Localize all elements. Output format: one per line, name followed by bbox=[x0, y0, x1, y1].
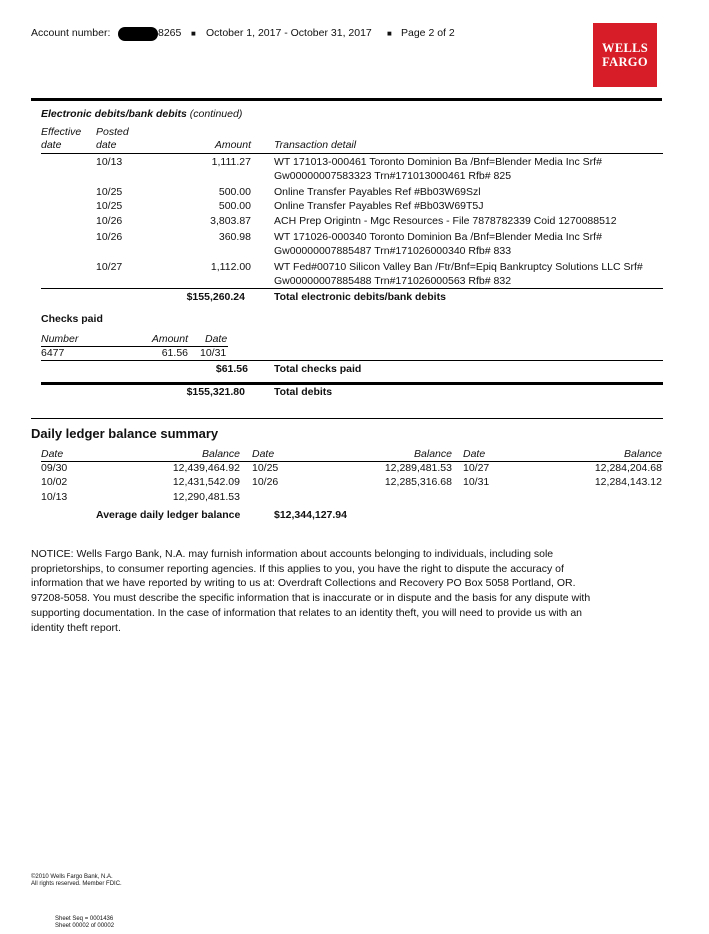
debit-row-amount: 500.00 bbox=[218, 200, 251, 212]
total-debits-rule bbox=[41, 382, 663, 385]
col-check-amount: Amount bbox=[151, 333, 188, 345]
checks-total-rule bbox=[41, 360, 663, 361]
ledger-title: Daily ledger balance summary bbox=[31, 426, 219, 441]
check-number: 6477 bbox=[41, 347, 65, 359]
avg-ledger-label: Average daily ledger balance bbox=[96, 509, 241, 521]
ledger-date: 10/27 bbox=[463, 462, 490, 474]
ledger-date: 10/02 bbox=[41, 476, 68, 488]
ledger-date: 10/26 bbox=[252, 476, 279, 488]
debit-row-date: 10/25 bbox=[96, 200, 123, 212]
debit-row-detail: WT 171026-000340 Toronto Dominion Ba /Bnf=Blender Media Inc Srf# bbox=[274, 231, 602, 243]
debit-row-detail: Online Transfer Payables Ref #Bb03W69Szl bbox=[274, 186, 481, 198]
check-date: 10/31 bbox=[200, 347, 227, 359]
avg-ledger-value: $12,344,127.94 bbox=[274, 509, 347, 521]
col-check-number: Number bbox=[41, 333, 79, 345]
ledger-col-date: Date bbox=[41, 448, 64, 460]
check-amount: 61.56 bbox=[161, 347, 188, 359]
debit-row-amount: 360.98 bbox=[218, 231, 251, 243]
ledger-col-balance: Balance bbox=[624, 448, 662, 460]
debit-row-detail-cont: Gw00000007583323 Trn#171013000461 Rfb# 825 bbox=[274, 170, 512, 182]
total-checks-label: Total checks paid bbox=[274, 363, 362, 375]
logo-line-1: WELLS bbox=[602, 41, 648, 55]
logo-line-2: FARGO bbox=[602, 55, 648, 69]
debits-section-title: Electronic debits/bank debits (continued) bbox=[41, 108, 243, 120]
debit-row-detail: ACH Prep Origintn - Mgc Resources - File 7878782339 Coid 1270088512 bbox=[274, 215, 617, 227]
col-transaction-detail: Transaction detail bbox=[274, 139, 357, 151]
debit-row-date: 10/13 bbox=[96, 156, 123, 168]
debit-row-detail: WT 171013-000461 Toronto Dominion Ba /Bnf=Blender Media Inc Srf# bbox=[274, 156, 602, 168]
col-amount: Amount bbox=[214, 139, 251, 151]
ledger-balance: 12,289,481.53 bbox=[384, 462, 452, 474]
debit-row-amount: 1,111.27 bbox=[211, 156, 251, 168]
debit-row-detail-cont: Gw00000007885487 Trn#171026000340 Rfb# 833 bbox=[274, 245, 512, 257]
ledger-balance: 12,284,204.68 bbox=[594, 462, 662, 474]
col-effective-date: Effective date bbox=[41, 126, 82, 151]
col-check-date: Date bbox=[205, 333, 228, 345]
bullet-separator: ■ bbox=[191, 29, 196, 38]
notice-line: proprietorships, to consumer reporting agencies. If this applies to you, you have the right to dispute the accuracy of bbox=[31, 562, 564, 575]
bullet-separator: ■ bbox=[387, 29, 392, 38]
statement-period: October 1, 2017 - October 31, 2017 bbox=[206, 27, 372, 39]
ledger-date: 10/31 bbox=[463, 476, 490, 488]
ledger-date: 10/13 bbox=[41, 491, 68, 503]
grand-total-debits-amount: $155,321.80 bbox=[186, 386, 245, 398]
total-rule bbox=[41, 288, 663, 289]
debit-row-date: 10/26 bbox=[96, 231, 123, 243]
ledger-balance: 12,285,316.68 bbox=[384, 476, 452, 488]
grand-total-debits-label: Total debits bbox=[274, 386, 333, 398]
section-divider bbox=[31, 98, 662, 101]
wells-fargo-logo bbox=[593, 23, 657, 87]
debit-row-amount: 3,803.87 bbox=[210, 215, 251, 227]
debit-row-detail-cont: Gw00000007885488 Trn#171026000563 Rfb# 832 bbox=[274, 275, 512, 287]
ledger-balance: 12,431,542.09 bbox=[172, 476, 240, 488]
ledger-col-balance: Balance bbox=[414, 448, 452, 460]
ledger-col-balance: Balance bbox=[202, 448, 240, 460]
footer-copyright: ©2010 Wells Fargo Bank, N.A. All rights reserved. Member FDIC. bbox=[31, 874, 122, 887]
ledger-date: 09/30 bbox=[41, 462, 68, 474]
debit-row-detail: Online Transfer Payables Ref #Bb03W69T5J bbox=[274, 200, 484, 212]
ledger-date: 10/25 bbox=[252, 462, 279, 474]
ledger-col-date: Date bbox=[463, 448, 486, 460]
total-debits-label: Total electronic debits/bank debits bbox=[274, 291, 446, 303]
ledger-col-date: Date bbox=[252, 448, 275, 460]
notice-line: supporting documentation. In the case of information that relates to an identity theft, you will need to provide us with an bbox=[31, 606, 582, 619]
debit-row-date: 10/26 bbox=[96, 215, 123, 227]
debit-row-detail: WT Fed#00710 Silicon Valley Ban /Ftr/Bnf=Epiq Bankruptcy Solutions LLC Srf# bbox=[274, 261, 643, 273]
total-checks-amount: $61.56 bbox=[215, 363, 248, 375]
col-posted-date: Posted date bbox=[96, 126, 129, 151]
notice-line: information that we have reported by writing to us at: Overdraft Collections and Recovery PO Box 5058 Portland, OR. bbox=[31, 577, 576, 590]
redacted-account-digits bbox=[118, 27, 158, 41]
ledger-balance: 12,290,481.53 bbox=[172, 491, 240, 503]
debit-row-date: 10/27 bbox=[96, 261, 123, 273]
debit-row-amount: 1,112.00 bbox=[210, 261, 251, 273]
debit-row-date: 10/25 bbox=[96, 186, 123, 198]
total-debits-amount: $155,260.24 bbox=[186, 291, 245, 303]
notice-line: NOTICE: Wells Fargo Bank, N.A. may furnish information about accounts belonging to individuals, including sole bbox=[31, 548, 554, 560]
account-number-suffix: 8265 bbox=[158, 27, 182, 39]
header-rule bbox=[41, 153, 663, 154]
notice-text bbox=[31, 547, 590, 635]
debit-row-amount: 500.00 bbox=[218, 186, 251, 198]
notice-line: identity theft report. bbox=[31, 621, 121, 634]
ledger-balance: 12,284,143.12 bbox=[594, 476, 662, 488]
ledger-balance: 12,439,464.92 bbox=[172, 462, 240, 474]
page-indicator: Page 2 of 2 bbox=[401, 27, 455, 39]
footer-sheet-info: Sheet Seq = 0001436 Sheet 00002 of 00002 bbox=[55, 916, 115, 929]
ledger-divider bbox=[31, 418, 663, 419]
notice-line: 97208-5058. You must describe the specific information that is inaccurate or in dispute and the basis for any dispute with bbox=[31, 592, 591, 605]
checks-section-title: Checks paid bbox=[41, 313, 103, 325]
account-number-label: Account number: bbox=[31, 27, 111, 39]
